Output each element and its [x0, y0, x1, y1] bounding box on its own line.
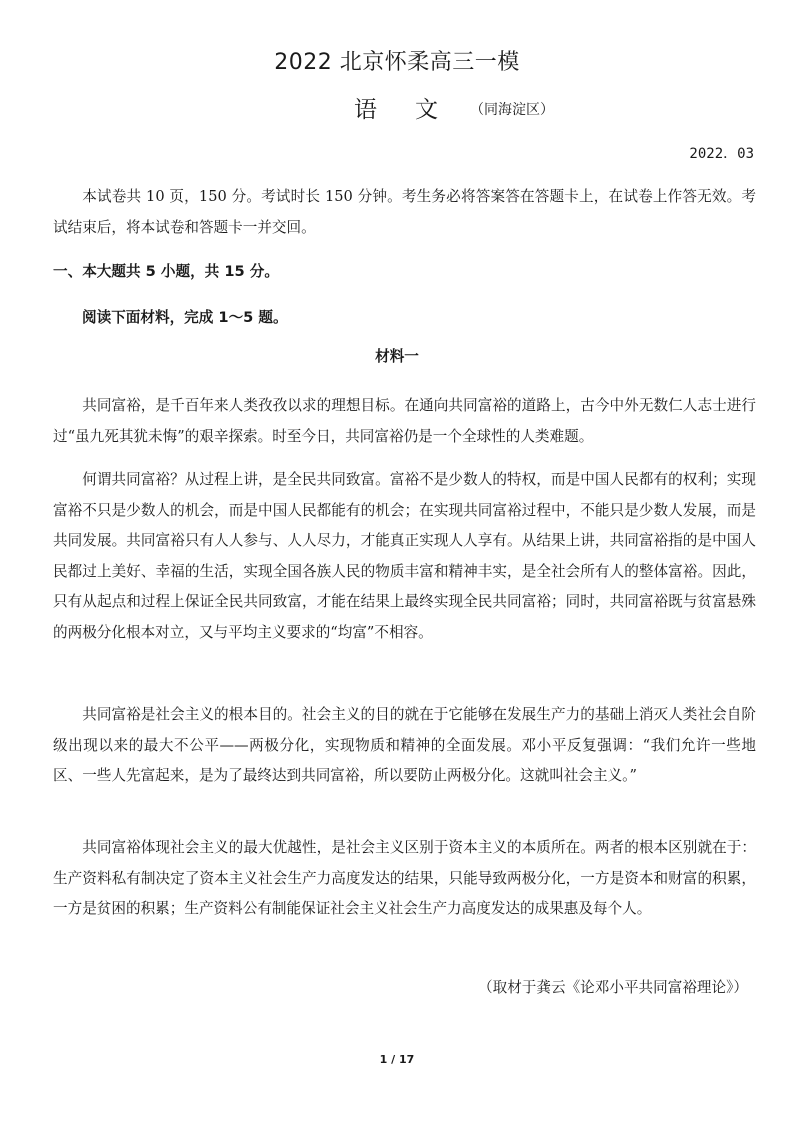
paragraph-text: 何谓共同富裕？从过程上讲，是全民共同致富。富裕不是少数人的特权，而是中国人民都有的权利；实现富裕不只是少数人的机会，而是中国人民都能有的机会；在实现共同富裕过程中，不能只是少数人发展，而是共同发展。共同富裕只有人人参与、人人尽力，才能真正实现人人享有。从结果上讲，共同富裕指的是中国人民都过上美好、幸福的生活，实现全国各族人民的物质丰富和精神丰实，是全社会所有人的整体富裕。因此，只有从起点和过程上保证全民共同致富，才能在结果上最终实现全民共同富裕；同时，共同富裕既与贫富悬殊的两极分化根本对立，又与平均主义要求的“均富”不相容。: [53, 471, 756, 641]
paragraph-text: 共同富裕是社会主义的根本目的。社会主义的目的就在于它能够在发展生产力的基础上消灭人类社会自阶级出现以来的最大不公平——两极分化，实现物质和精神的全面发展。邓小平反复强调：“我们允许一些地区、一些人先富起来，是为了最终达到共同富裕，所以要防止两极分化。这就叫社会主义。”: [53, 706, 756, 784]
subject-label: 语文: [354, 97, 476, 123]
material-paragraph-1: [53, 391, 756, 452]
exam-title: 2022 北京怀柔高三一模: [274, 50, 520, 75]
paragraph-text: 共同富裕体现社会主义的最大优越性，是社会主义区别于资本主义的本质所在。两者的根本区别就在于：生产资料私有制决定了资本主义社会生产力高度发达的结果，只能导致两极分化，一方是资本和财富的积累，一方是贫困的积累；生产资料公有制能保证社会主义社会生产力高度发达的成果惠及每个人。: [53, 839, 756, 917]
material-title: 材料一: [375, 348, 419, 365]
intro-paragraph: [53, 182, 756, 243]
section-heading: 一、本大题共 5 小题，共 15 分。: [53, 263, 279, 280]
exam-date: 2022．03: [689, 146, 754, 162]
paragraph-text: 共同富裕，是千百年来人类孜孜以求的理想目标。在通向共同富裕的道路上，古今中外无数仁人志士进行过“虽九死其犹未悔”的艰辛探索。时至今日，共同富裕仍是一个全球性的人类难题。: [53, 397, 756, 445]
material-paragraph-4: [53, 833, 756, 925]
intro-text: 本试卷共 10 页，150 分。考试时长 150 分钟。考生务必将答案答在答题卡上，在试卷上作答无效。考试结束后，将本试卷和答题卡一并交回。: [53, 188, 756, 236]
section-instruction: 阅读下面材料，完成 1～5 题。: [82, 309, 288, 326]
material-source: （取材于龚云《论邓小平共同富裕理论》）: [478, 979, 748, 996]
material-paragraph-2: [53, 465, 756, 648]
region-note: （同海淀区）: [470, 102, 554, 118]
page-number: 1 / 17: [379, 1053, 415, 1066]
material-paragraph-3: [53, 700, 756, 792]
subject-row: [0, 92, 794, 128]
